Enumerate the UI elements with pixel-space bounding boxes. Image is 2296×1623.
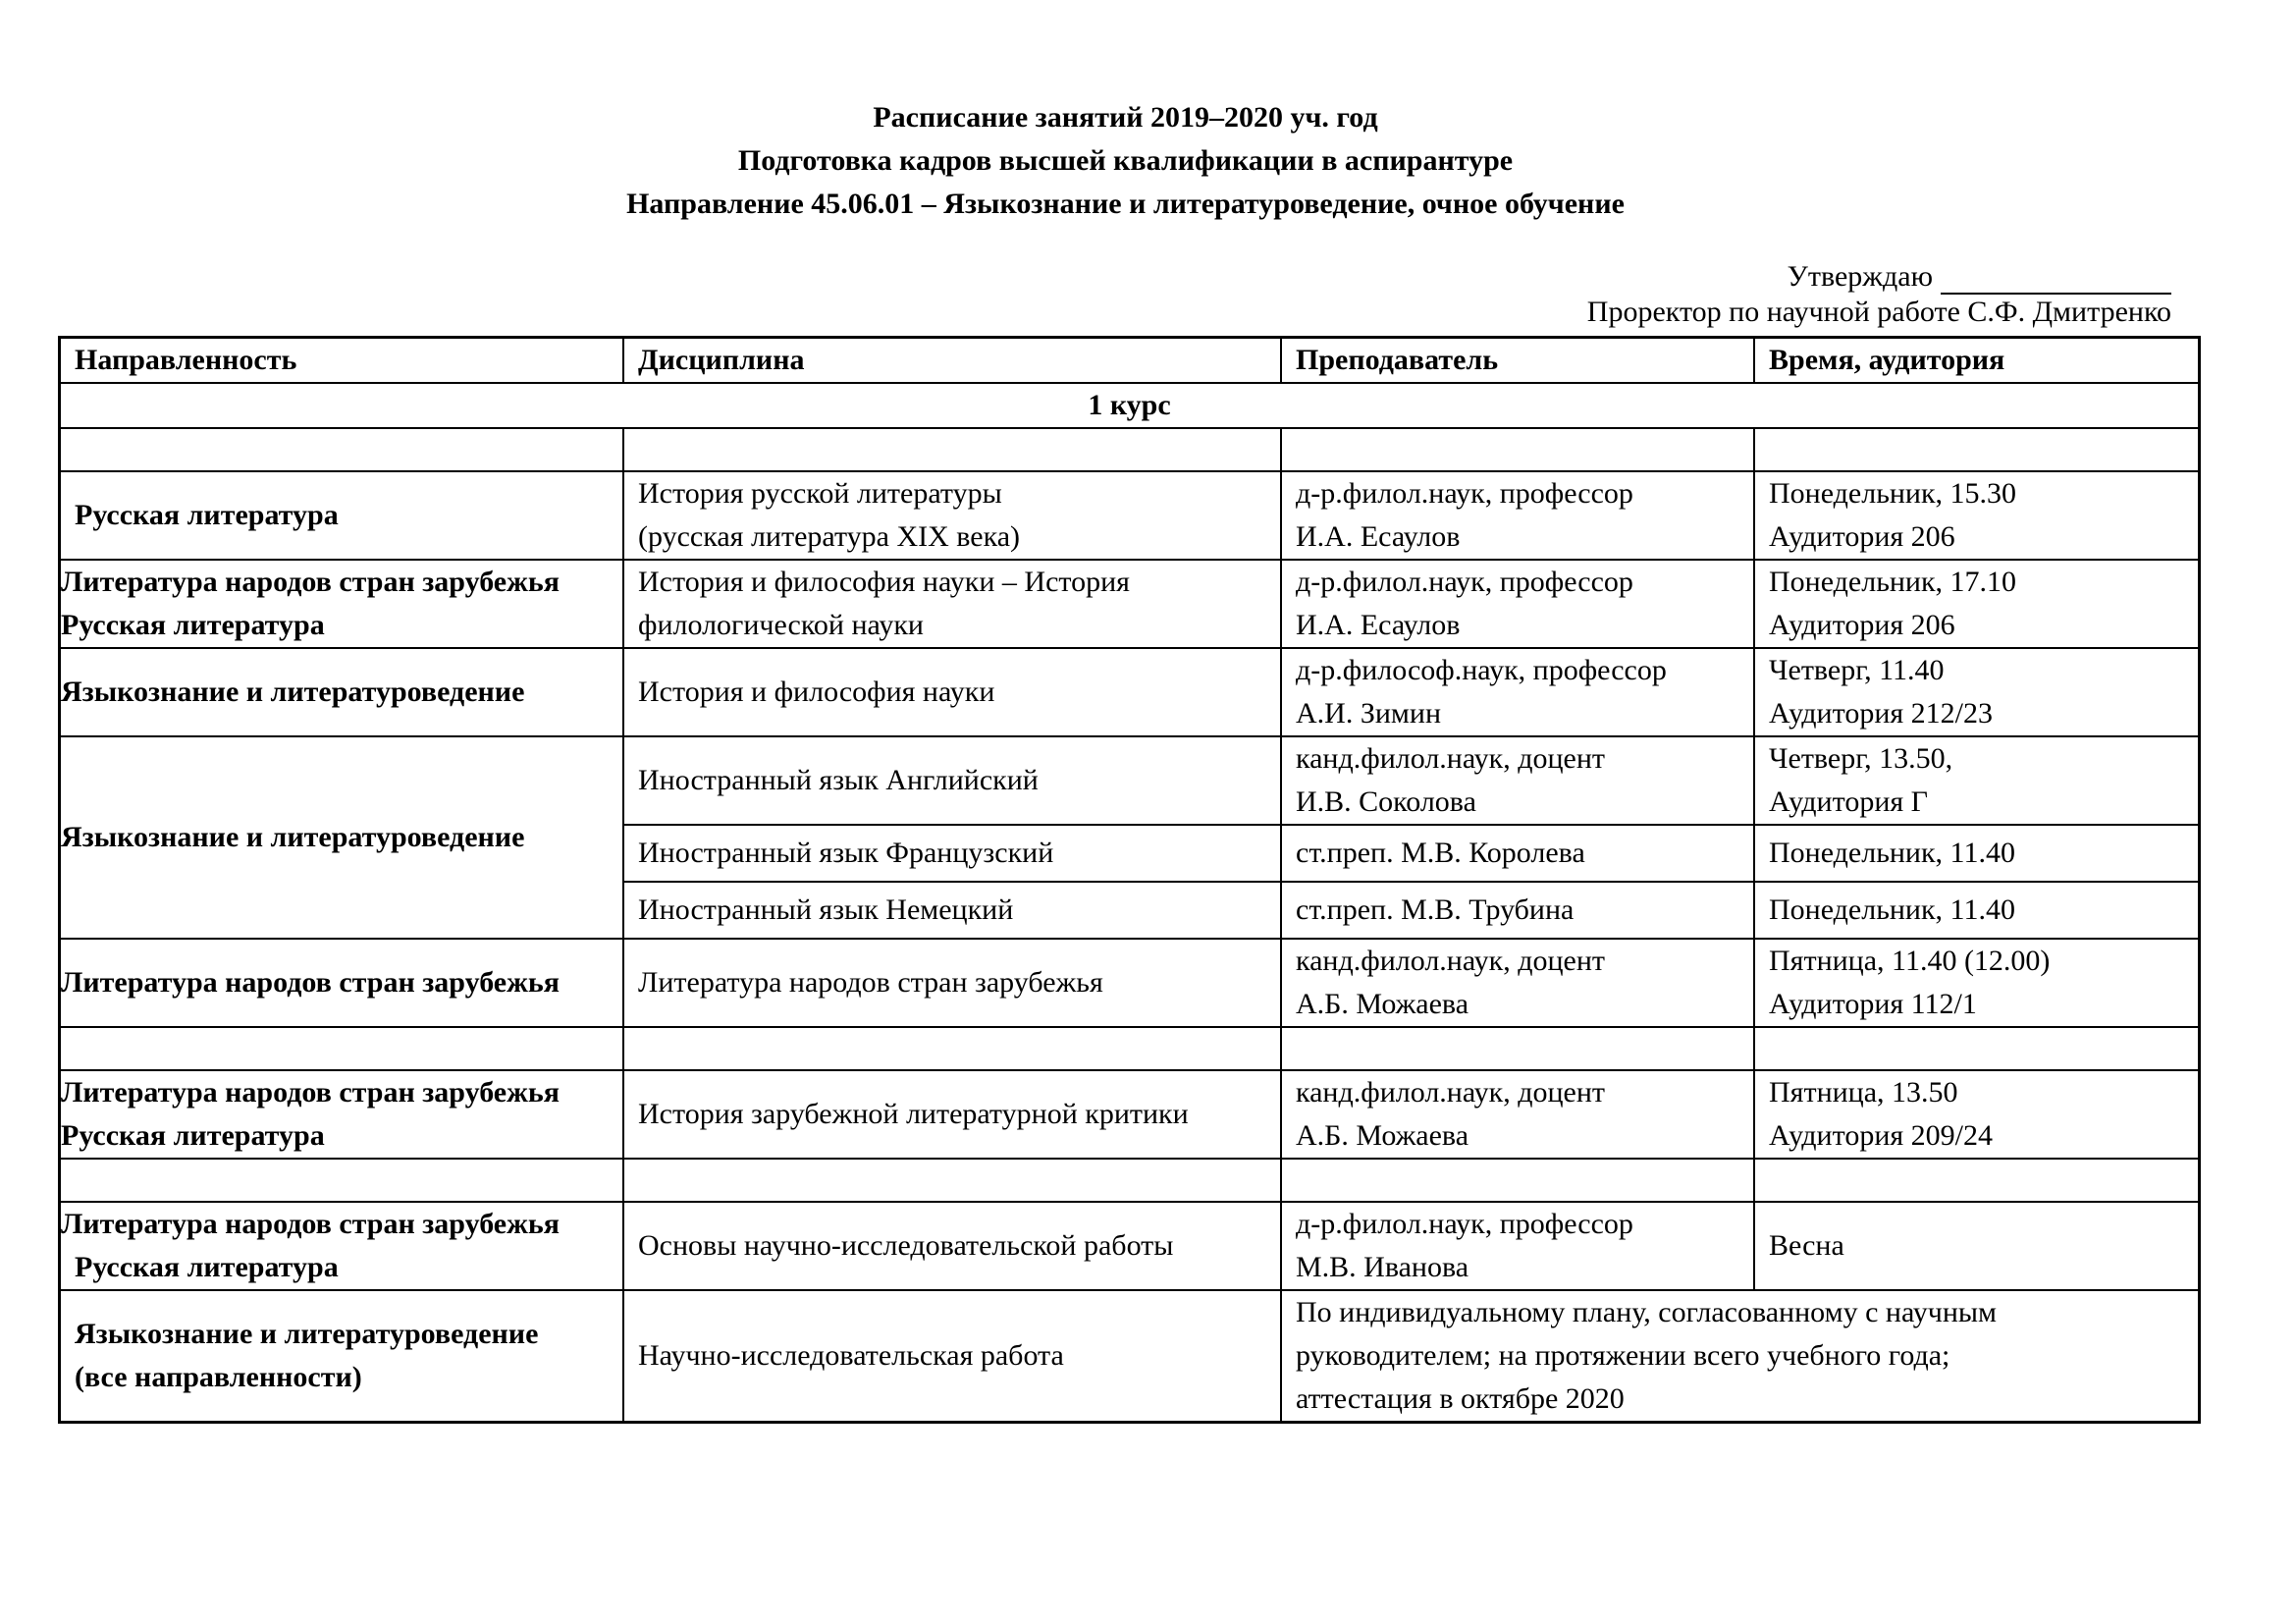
table-row bbox=[60, 560, 2200, 648]
discipline-cell: Иностранный язык Французский bbox=[623, 825, 1281, 882]
empty-row bbox=[60, 1159, 2200, 1202]
direction-cell: Литература народов стран зарубежья Русская литература bbox=[60, 560, 624, 648]
teacher-cell: канд.филол.наук, доцент А.Б. Можаева bbox=[1281, 1070, 1754, 1159]
empty-row bbox=[60, 1027, 2200, 1070]
table-header-row bbox=[60, 338, 2200, 384]
direction-cell: Языкознание и литературоведение bbox=[60, 648, 624, 736]
document-header bbox=[0, 96, 2251, 226]
discipline-cell: История и философия науки – История филологической науки bbox=[623, 560, 1281, 648]
discipline-cell: Иностранный язык Английский bbox=[623, 736, 1281, 825]
course-label: 1 курс bbox=[60, 383, 2200, 428]
direction-cell: Языкознание и литературоведение bbox=[60, 736, 624, 939]
approval-label: Утверждаю bbox=[1787, 260, 1933, 293]
course-row bbox=[60, 383, 2200, 428]
table-row bbox=[60, 1202, 2200, 1290]
discipline-cell: История зарубежной литературной критики bbox=[623, 1070, 1281, 1159]
column-header: Время, аудитория bbox=[1754, 338, 2200, 384]
direction-cell: Русская литература bbox=[60, 471, 624, 560]
discipline-cell: Научно-исследовательская работа bbox=[623, 1290, 1281, 1423]
time-cell: Весна bbox=[1754, 1202, 2200, 1290]
time-cell: Понедельник, 11.40 bbox=[1754, 825, 2200, 882]
title-line-1: Расписание занятий 2019–2020 уч. год bbox=[873, 101, 1378, 134]
column-header: Дисциплина bbox=[623, 338, 1281, 384]
schedule-table bbox=[58, 336, 2201, 1424]
teacher-cell: канд.филол.наук, доцент А.Б. Можаева bbox=[1281, 939, 1754, 1027]
note-cell: По индивидуальному плану, согласованному с научным руководителем; на протяжении всего учебного года; аттестация в октябре 2020 bbox=[1281, 1290, 2200, 1423]
column-header: Преподаватель bbox=[1281, 338, 1754, 384]
teacher-cell: д-р.филол.наук, профессор И.А. Есаулов bbox=[1281, 560, 1754, 648]
table-row bbox=[60, 939, 2200, 1027]
direction-cell: Литература народов стран зарубежья Русская литература bbox=[60, 1202, 624, 1290]
time-cell: Пятница, 11.40 (12.00) Аудитория 112/1 bbox=[1754, 939, 2200, 1027]
table-row bbox=[60, 648, 2200, 736]
teacher-cell: д-р.философ.наук, профессор А.И. Зимин bbox=[1281, 648, 1754, 736]
approval-block bbox=[1587, 259, 2171, 330]
teacher-cell: д-р.филол.наук, профессор М.В. Иванова bbox=[1281, 1202, 1754, 1290]
time-cell: Четверг, 13.50, Аудитория Г bbox=[1754, 736, 2200, 825]
column-header: Направленность bbox=[60, 338, 624, 384]
discipline-cell: История русской литературы (русская литература XIX века) bbox=[623, 471, 1281, 560]
time-cell: Понедельник, 17.10 Аудитория 206 bbox=[1754, 560, 2200, 648]
direction-cell: Литература народов стран зарубежья bbox=[60, 939, 624, 1027]
time-cell: Пятница, 13.50 Аудитория 209/24 bbox=[1754, 1070, 2200, 1159]
teacher-cell: ст.преп. М.В. Королева bbox=[1281, 825, 1754, 882]
time-cell: Понедельник, 15.30 Аудитория 206 bbox=[1754, 471, 2200, 560]
empty-row bbox=[60, 428, 2200, 471]
table-row bbox=[60, 1070, 2200, 1159]
discipline-cell: Основы научно-исследовательской работы bbox=[623, 1202, 1281, 1290]
time-cell: Понедельник, 11.40 bbox=[1754, 882, 2200, 939]
title-line-3: Направление 45.06.01 – Языкознание и литературоведение, очное обучение bbox=[626, 188, 1625, 220]
teacher-cell: ст.преп. М.В. Трубина bbox=[1281, 882, 1754, 939]
time-cell: Четверг, 11.40 Аудитория 212/23 bbox=[1754, 648, 2200, 736]
discipline-cell: Литература народов стран зарубежья bbox=[623, 939, 1281, 1027]
teacher-cell: канд.филол.наук, доцент И.В. Соколова bbox=[1281, 736, 1754, 825]
signature-line bbox=[1941, 265, 2171, 295]
direction-cell: Языкознание и литературоведение (все направленности) bbox=[60, 1290, 624, 1423]
table-row bbox=[60, 471, 2200, 560]
table-row bbox=[60, 736, 2200, 825]
title-line-2: Подготовка кадров высшей квалификации в аспирантуре bbox=[737, 144, 1514, 177]
table-row bbox=[60, 1290, 2200, 1423]
discipline-cell: История и философия науки bbox=[623, 648, 1281, 736]
approval-signatory: Проректор по научной работе С.Ф. Дмитренко bbox=[1586, 296, 2171, 328]
direction-cell: Литература народов стран зарубежья Русская литература bbox=[60, 1070, 624, 1159]
discipline-cell: Иностранный язык Немецкий bbox=[623, 882, 1281, 939]
teacher-cell: д-р.филол.наук, профессор И.А. Есаулов bbox=[1281, 471, 1754, 560]
